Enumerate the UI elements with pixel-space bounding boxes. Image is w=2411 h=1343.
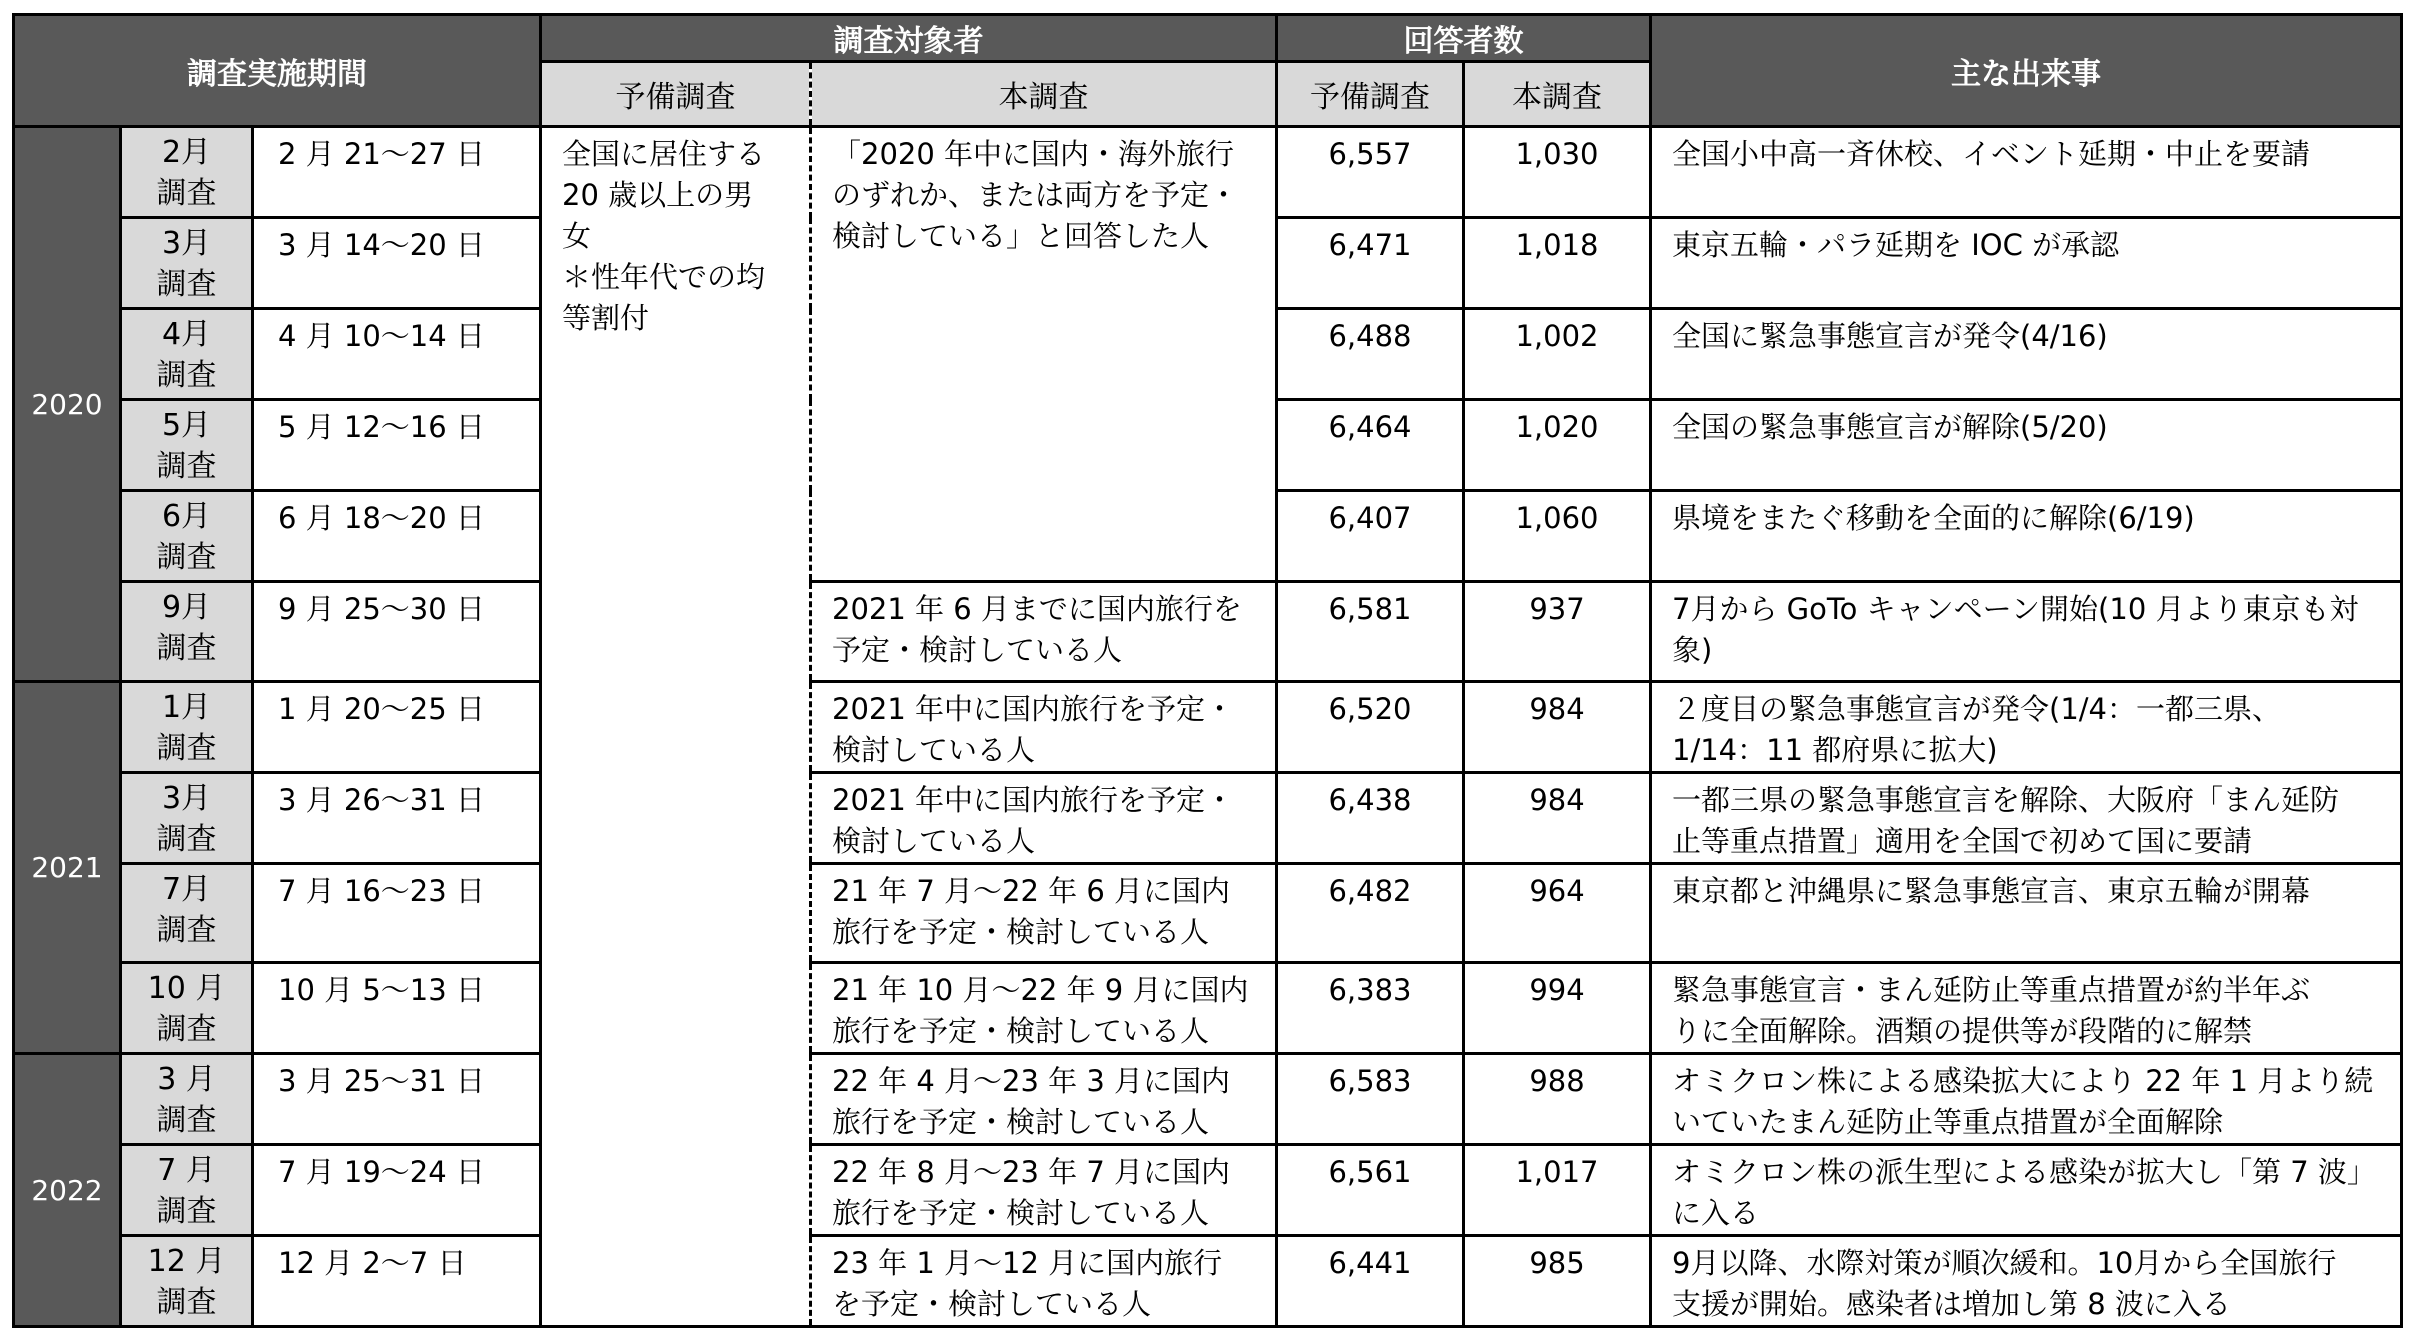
main-count-cell: 988 (1464, 1054, 1651, 1145)
prelim-count-cell: 6,482 (1277, 864, 1464, 963)
dates-cell: 1 月 20～25 日 (253, 682, 541, 773)
main-count-cell: 984 (1464, 682, 1651, 773)
month-cell: 2月 調査 (121, 127, 253, 218)
header-prelim-count: 予備調査 (1277, 62, 1464, 127)
prelim-target-cell: 全国に居住する 20 歳以上の男 女 ＊性年代での均 等割付 (541, 127, 811, 1327)
prelim-count-cell: 6,471 (1277, 218, 1464, 309)
dates-cell: 7 月 16～23 日 (253, 864, 541, 963)
main-target-cell: 21 年 7 月～22 年 6 月に国内 旅行を予定・検討している人 (811, 864, 1277, 963)
dates-cell: 5 月 12～16 日 (253, 400, 541, 491)
header-target: 調査対象者 (541, 15, 1277, 62)
header-period: 調査実施期間 (14, 15, 541, 127)
year-cell: 2022 (14, 1054, 121, 1327)
main-count-cell: 937 (1464, 582, 1651, 682)
main-target-cell: 2021 年中に国内旅行を予定・ 検討している人 (811, 682, 1277, 773)
main-count-cell: 1,020 (1464, 400, 1651, 491)
event-cell: 9月以降、水際対策が順次緩和。10月から全国旅行 支援が開始。感染者は増加し第 8 波に入る (1651, 1236, 2402, 1327)
dates-cell: 2 月 21～27 日 (253, 127, 541, 218)
main-count-cell: 1,018 (1464, 218, 1651, 309)
main-count-cell: 1,017 (1464, 1145, 1651, 1236)
main-target-cell: 22 年 4 月～23 年 3 月に国内 旅行を予定・検討している人 (811, 1054, 1277, 1145)
event-cell: 東京五輪・パラ延期を IOC が承認 (1651, 218, 2402, 309)
prelim-count-cell: 6,438 (1277, 773, 1464, 864)
event-cell: 県境をまたぐ移動を全面的に解除(6/19) (1651, 491, 2402, 582)
header-prelim-target: 予備調査 (541, 62, 811, 127)
prelim-count-cell: 6,583 (1277, 1054, 1464, 1145)
prelim-count-cell: 6,557 (1277, 127, 1464, 218)
event-cell: 全国の緊急事態宣言が解除(5/20) (1651, 400, 2402, 491)
year-cell: 2020 (14, 127, 121, 682)
main-count-cell: 984 (1464, 773, 1651, 864)
event-cell: 全国に緊急事態宣言が発令(4/16) (1651, 309, 2402, 400)
month-cell: 6月 調査 (121, 491, 253, 582)
event-cell: 一都三県の緊急事態宣言を解除、大阪府「まん延防 止等重点措置」適用を全国で初めて国に要請 (1651, 773, 2402, 864)
prelim-count-cell: 6,561 (1277, 1145, 1464, 1236)
main-count-cell: 964 (1464, 864, 1651, 963)
dates-cell: 3 月 25～31 日 (253, 1054, 541, 1145)
event-cell: 緊急事態宣言・まん延防止等重点措置が約半年ぶ りに全面解除。酒類の提供等が段階的に解禁 (1651, 963, 2402, 1054)
main-count-cell: 985 (1464, 1236, 1651, 1327)
prelim-count-cell: 6,581 (1277, 582, 1464, 682)
prelim-count-cell: 6,383 (1277, 963, 1464, 1054)
main-count-cell: 1,030 (1464, 127, 1651, 218)
event-cell: ２度目の緊急事態宣言が発令(1/4：一都三県、 1/14：11 都府県に拡大) (1651, 682, 2402, 773)
header-respondents: 回答者数 (1277, 15, 1651, 62)
main-target-cell: 「2020 年中に国内・海外旅行 のずれか、または両方を予定・ 検討している」と回答した人 (811, 127, 1277, 582)
main-count-cell: 1,060 (1464, 491, 1651, 582)
survey-table (12, 13, 2403, 1328)
header-events: 主な出来事 (1651, 15, 2402, 127)
month-cell: 3月 調査 (121, 773, 253, 864)
event-cell: オミクロン株による感染拡大により 22 年 1 月より続 いていたまん延防止等重点措置が全面解除 (1651, 1054, 2402, 1145)
month-cell: 12 月 調査 (121, 1236, 253, 1327)
month-cell: 7 月 調査 (121, 1145, 253, 1236)
dates-cell: 6 月 18～20 日 (253, 491, 541, 582)
main-count-cell: 994 (1464, 963, 1651, 1054)
dates-cell: 9 月 25～30 日 (253, 582, 541, 682)
prelim-count-cell: 6,520 (1277, 682, 1464, 773)
month-cell: 3 月 調査 (121, 1054, 253, 1145)
main-target-cell: 22 年 8 月～23 年 7 月に国内 旅行を予定・検討している人 (811, 1145, 1277, 1236)
month-cell: 1月 調査 (121, 682, 253, 773)
dates-cell: 12 月 2～7 日 (253, 1236, 541, 1327)
month-cell: 5月 調査 (121, 400, 253, 491)
survey-table-wrapper (12, 13, 2400, 1333)
prelim-count-cell: 6,464 (1277, 400, 1464, 491)
main-target-cell: 21 年 10 月～22 年 9 月に国内 旅行を予定・検討している人 (811, 963, 1277, 1054)
month-cell: 9月 調査 (121, 582, 253, 682)
main-count-cell: 1,002 (1464, 309, 1651, 400)
dates-cell: 4 月 10～14 日 (253, 309, 541, 400)
dates-cell: 3 月 14～20 日 (253, 218, 541, 309)
month-cell: 3月 調査 (121, 218, 253, 309)
header-main-target: 本調査 (811, 62, 1277, 127)
event-cell: 東京都と沖縄県に緊急事態宣言、東京五輪が開幕 (1651, 864, 2402, 963)
month-cell: 7月 調査 (121, 864, 253, 963)
header-main-count: 本調査 (1464, 62, 1651, 127)
month-cell: 4月 調査 (121, 309, 253, 400)
dates-cell: 3 月 26～31 日 (253, 773, 541, 864)
main-target-cell: 23 年 1 月～12 月に国内旅行 を予定・検討している人 (811, 1236, 1277, 1327)
event-cell: 全国小中高一斉休校、イベント延期・中止を要請 (1651, 127, 2402, 218)
event-cell: オミクロン株の派生型による感染が拡大し「第 7 波」 に入る (1651, 1145, 2402, 1236)
month-cell: 10 月 調査 (121, 963, 253, 1054)
dates-cell: 7 月 19～24 日 (253, 1145, 541, 1236)
event-cell: 7月から GoTo キャンペーン開始(10 月より東京も対 象) (1651, 582, 2402, 682)
prelim-count-cell: 6,441 (1277, 1236, 1464, 1327)
prelim-count-cell: 6,488 (1277, 309, 1464, 400)
main-target-cell: 2021 年中に国内旅行を予定・ 検討している人 (811, 773, 1277, 864)
year-cell: 2021 (14, 682, 121, 1054)
dates-cell: 10 月 5～13 日 (253, 963, 541, 1054)
main-target-cell: 2021 年 6 月までに国内旅行を 予定・検討している人 (811, 582, 1277, 682)
prelim-count-cell: 6,407 (1277, 491, 1464, 582)
